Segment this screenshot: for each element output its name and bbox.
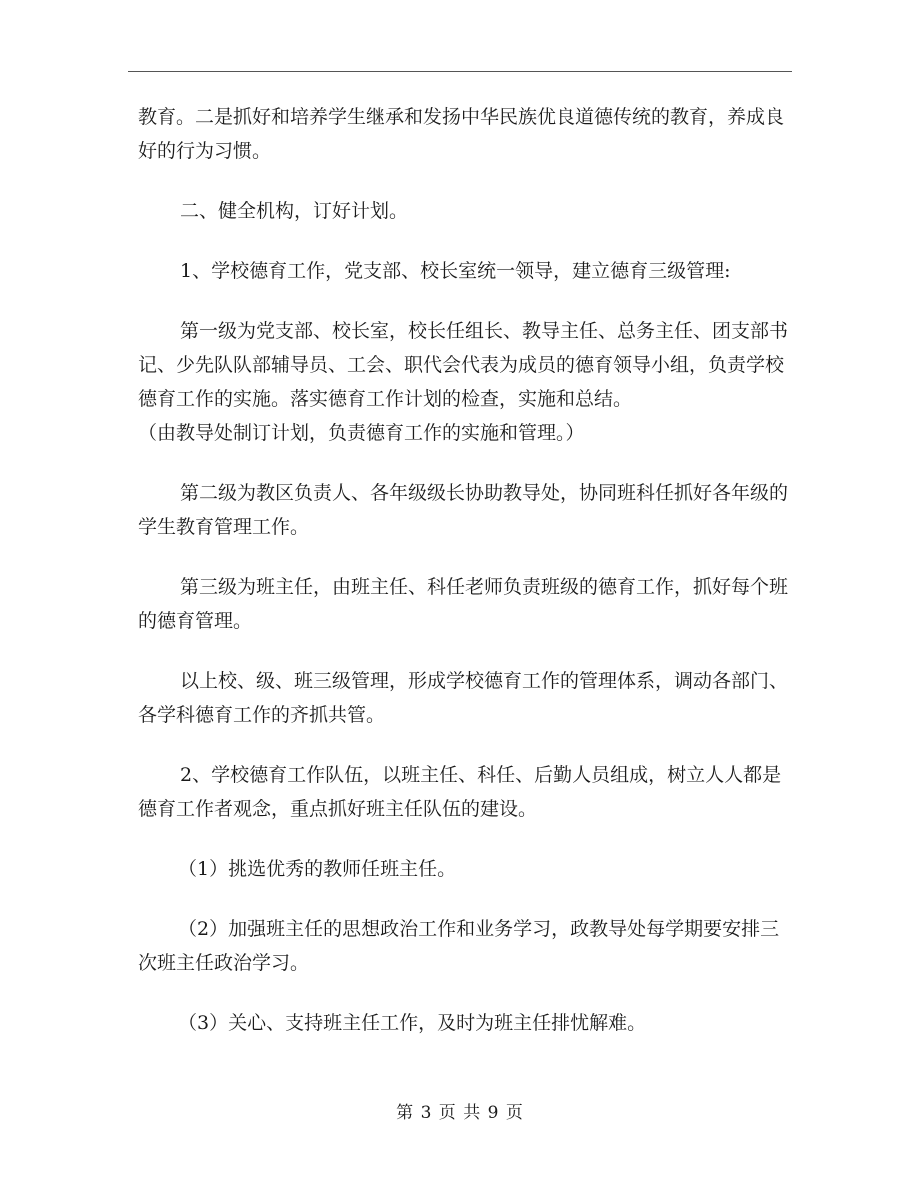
list-item: （3）关心、支持班主任工作，及时为班主任排忧解难。 [178, 1012, 647, 1034]
list-item: （2）加强班主任的思想政治工作和业务学习，政教导处每学期要安排三次班主任政治学习。 [138, 918, 780, 974]
page-number: 第 3 页 共 9 页 [396, 1103, 524, 1123]
paragraph: 1、学校德育工作，党支部、校长室统一领导，建立德育三级管理: [180, 260, 731, 282]
list-item: （1）挑选优秀的教师任班主任。 [178, 858, 457, 880]
header-rule [128, 71, 792, 72]
paragraph: 以上校、级、班三级管理，形成学校德育工作的管理体系，调动各部门、各学科德育工作的齐抓共管。 [138, 670, 789, 726]
section-heading: 二、健全机构，订好计划。 [180, 200, 409, 222]
page-footer [0, 1098, 920, 1123]
paragraph: 第三级为班主任，由班主任、科任老师负责班级的德育工作，抓好每个班的德育管理。 [138, 576, 789, 632]
paragraph: 教育。二是抓好和培养学生继承和发扬中华民族优良道德传统的教育，养成良好的行为习惯。 [138, 106, 785, 162]
paragraph: （由教导处制订计划，负责德育工作的实施和管理。） [138, 422, 585, 444]
paragraph: 2、学校德育工作队伍，以班主任、科任、后勤人员组成，树立人人都是德育工作者观念，重点抓好班主任队伍的建设。 [138, 764, 782, 820]
paragraph: 第二级为教区负责人、各年级级长协助教导处，协同班科任抓好各年级的学生教育管理工作。 [138, 482, 789, 538]
document-body [138, 100, 798, 1066]
paragraph: 第一级为党支部、校长室，校长任组长、教导主任、总务主任、团支部书记、少先队队部辅导员、工会、职代会代表为成员的德育领导小组，负责学校德育工作的实施。落实德育工作计划的检查，实施和总结。 [138, 320, 789, 410]
